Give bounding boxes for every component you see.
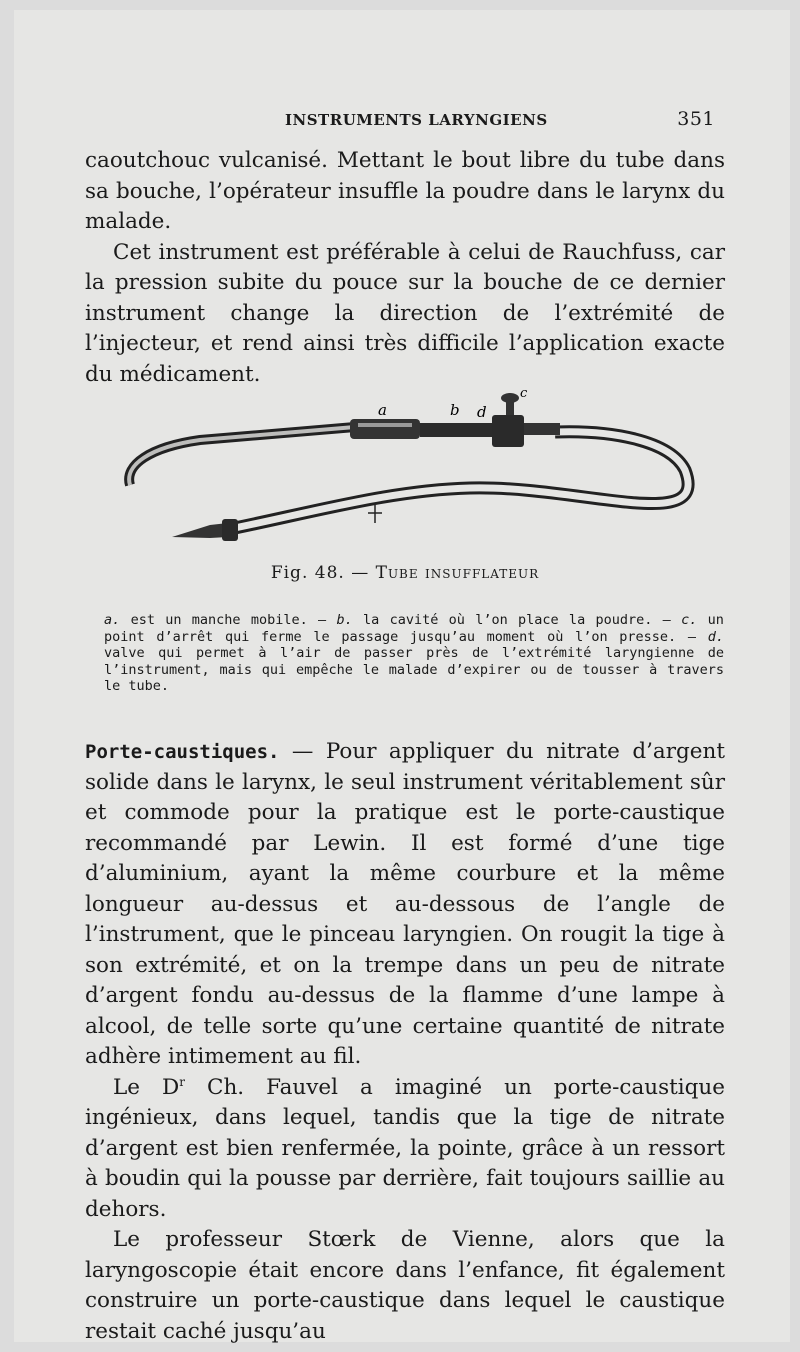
- paragraph: caoutchouc vulcanisé. Mettant le bout libre du tube dans sa bouche, l’opérateur insuffle la poudre dans le larynx du malade.: [85, 148, 725, 234]
- caption-prefix: Fig. 48.: [270, 563, 345, 583]
- legend-key-c: c.: [681, 612, 698, 628]
- section-p1: — Pour appliquer du nitrate d’argent solide dans le larynx, le seul instrument véritablement sûr et commode pour la pratique est le porte-caustique recommandé par Lewin. Il est formé d’une tige d’aluminium, ayant la même courbure et la même longueur au-dessus et au-dessous de l’angle de l’instrument, que le pinceau laryngien. On rougit la tige à son extrémité, et on la trempe dans un peu de nitrate d’argent fondu au-dessus de la flamme d’une lampe à alcool, de telle sorte qu’une certaine quantité de nitrate adhère intimement au fil.: [85, 739, 725, 1069]
- legend-key-a: a.: [104, 612, 121, 628]
- valve-d: [492, 415, 524, 447]
- paragraph: [85, 737, 725, 1073]
- label-b: b: [450, 401, 460, 419]
- cavity-b: [420, 423, 495, 437]
- metal-tube-highlight: [129, 427, 355, 485]
- figure-caption: [85, 563, 725, 583]
- tube-nozzle: [172, 523, 228, 538]
- label-a: a: [378, 401, 387, 419]
- nozzle-collar: [222, 519, 238, 541]
- label-d: d: [477, 403, 487, 421]
- legend-text-c: un point d’arrêt qui ferme le passage jusqu’au moment où l’on presse. —: [104, 612, 724, 645]
- running-header: [285, 108, 715, 130]
- figure-legend: [104, 612, 724, 695]
- figure-insufflation-tube: [110, 385, 710, 555]
- legend-text-a: est un manche mobile. —: [130, 612, 327, 628]
- body-text-bottom: [85, 737, 725, 1347]
- handle-a-shine: [358, 423, 412, 427]
- p2-sup: r: [179, 1074, 185, 1089]
- section-heading: Porte-caustiques.: [85, 741, 280, 763]
- legend-key-b: b.: [336, 612, 353, 628]
- connector: [524, 423, 560, 435]
- header-title: INSTRUMENTS LARYNGIENS: [285, 111, 548, 129]
- page-number: 351: [677, 108, 715, 130]
- caption-title: Tube insufflateur: [375, 563, 540, 583]
- paragraph: Le professeur Stœrk de Vienne, alors que la laryngoscopie était encore dans l’enfance, fit également construire un porte-caustique dans lequel le caustique restait caché jusqu’au: [85, 1227, 725, 1344]
- legend-key-d: d.: [707, 628, 724, 645]
- legend-text-d: valve qui permet à l’air de passer près de l’extrémité laryngienne de l’instrument, mais qui empêche le malade d’expirer ou de tousser à travers le tube.: [104, 645, 724, 694]
- caption-dash: —: [351, 563, 370, 583]
- handle-a: [350, 419, 420, 439]
- body-text-top: [85, 146, 725, 390]
- paragraph: Cet instrument est préférable à celui de Rauchfuss, car la pression subite du pouce sur la bouche de ce dernier instrument change la direction de l’extrémité de l’injecteur, et rend ainsi très difficile l’application exacte du médicament.: [85, 239, 725, 387]
- rubber-tube-inner: [225, 432, 688, 530]
- legend-text-b: la cavité où l’on place la poudre. —: [363, 612, 671, 628]
- label-c: c: [520, 386, 528, 401]
- paragraph: [85, 1073, 725, 1226]
- stop-c-knob: [501, 393, 519, 403]
- p2-rest: Ch. Fauvel a imaginé un porte-caustique ingénieux, dans lequel, tandis que la tige de nitrate d’argent est bien renfermée, la pointe, grâce à un ressort à boudin qui la pousse par derrière, fait toujours saillie au dehors.: [85, 1074, 726, 1222]
- p2-start: Le D: [113, 1074, 180, 1100]
- tube-illustration: [110, 385, 710, 555]
